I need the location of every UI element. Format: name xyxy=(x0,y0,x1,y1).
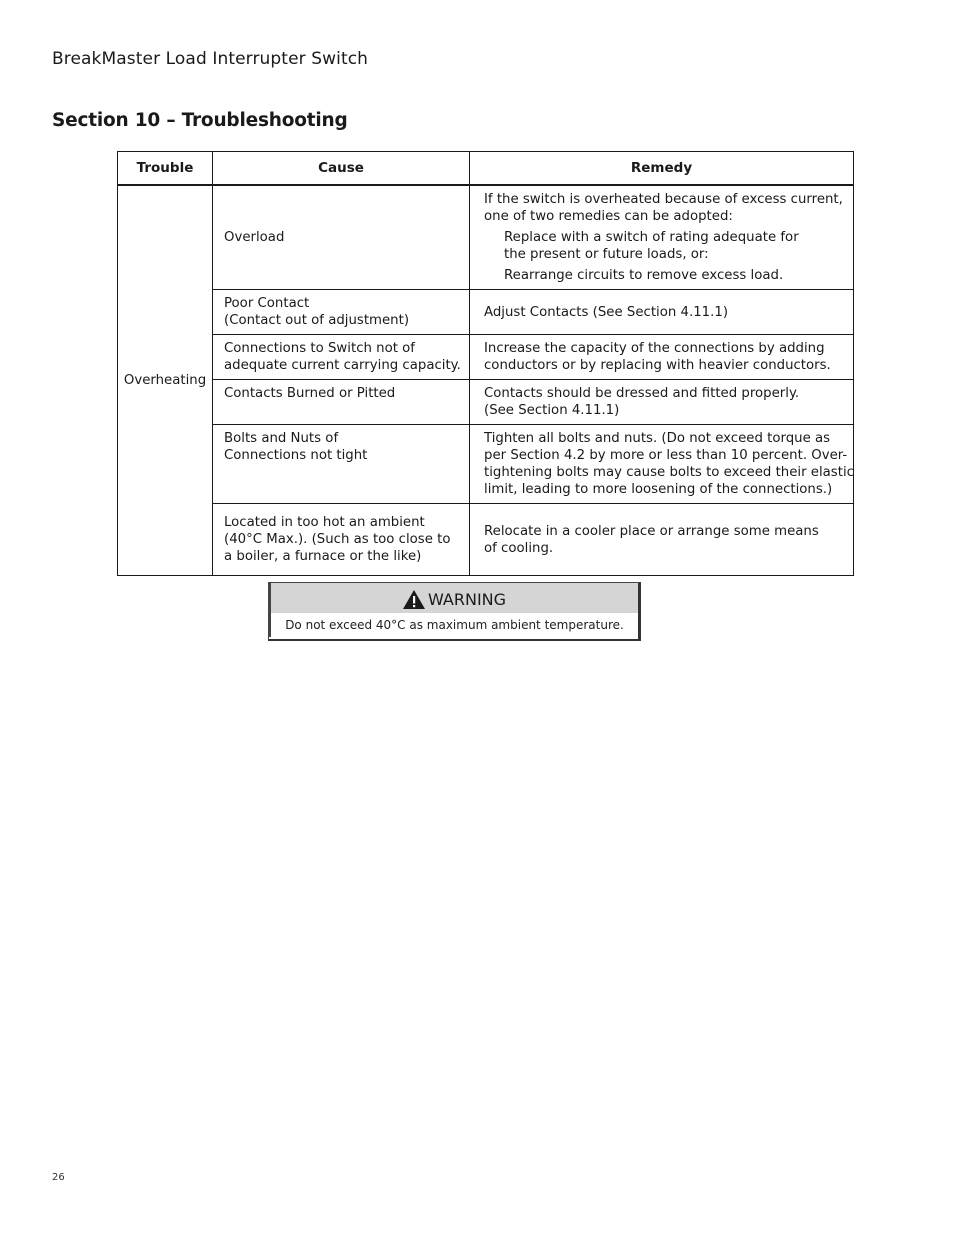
remedy-text: conductors or by replacing with heavier conductors. xyxy=(484,358,831,373)
remedy-text: one of two remedies can be adopted: xyxy=(484,209,733,224)
cause-text: adequate current carrying capacity. xyxy=(224,358,461,373)
warning-box xyxy=(268,582,641,641)
warning-triangle-icon xyxy=(403,590,425,609)
remedy-text: Increase the capacity of the connections by adding xyxy=(484,341,825,356)
cause-cell xyxy=(213,335,470,380)
remedy-cell xyxy=(470,335,854,380)
remedy-cell xyxy=(470,504,854,576)
remedy-cell xyxy=(470,185,854,290)
cause-text: Bolts and Nuts of xyxy=(224,431,339,446)
cause-text: (Contact out of adjustment) xyxy=(224,313,410,328)
table-row xyxy=(118,290,854,335)
table-row xyxy=(118,504,854,576)
remedy-cell xyxy=(470,380,854,425)
cause-text: Located in too hot an ambient xyxy=(224,515,425,530)
cause-text: Contacts Burned or Pitted xyxy=(224,386,396,401)
table-header-row xyxy=(118,152,854,186)
remedy-text: Contacts should be dressed and fitted properly. xyxy=(484,386,800,401)
section-heading: Section 10 – Troubleshooting xyxy=(52,110,348,131)
cause-cell xyxy=(213,290,470,335)
warning-text: Do not exceed 40°C as maximum ambient temperature. xyxy=(269,613,638,637)
remedy-cell xyxy=(470,290,854,335)
column-header-trouble: Trouble xyxy=(118,152,213,186)
remedy-cell xyxy=(470,425,854,504)
warning-label: WARNING xyxy=(427,589,507,609)
remedy-text: per Section 4.2 by more or less than 10 percent. Over- xyxy=(484,448,848,463)
column-header-remedy: Remedy xyxy=(470,152,854,186)
remedy-text: (See Section 4.11.1) xyxy=(484,403,620,418)
remedy-text: Relocate in a cooler place or arrange some means xyxy=(484,523,819,539)
remedy-text: limit, leading to more loosening of the connections.) xyxy=(484,482,833,497)
troubleshooting-table xyxy=(117,151,854,576)
column-header-cause: Cause xyxy=(213,152,470,186)
cause-cell xyxy=(213,380,470,425)
remedy-text: tightening bolts may cause bolts to exceed their elastic xyxy=(484,465,854,480)
table-row xyxy=(118,335,854,380)
table-row xyxy=(118,185,854,290)
warning-header xyxy=(269,583,638,613)
cause-text: (40°C Max.). (Such as too close to xyxy=(224,532,451,547)
cause-cell xyxy=(213,504,470,576)
remedy-text: If the switch is overheated because of excess current, xyxy=(484,192,843,207)
remedy-option: Rearrange circuits to remove excess load. xyxy=(504,268,784,283)
remedy-option: the present or future loads, or: xyxy=(504,247,709,262)
cause-text: Connections not tight xyxy=(224,448,368,463)
remedy-option: Replace with a switch of rating adequate for xyxy=(504,230,799,245)
remedy-text: Adjust Contacts (See Section 4.11.1) xyxy=(484,304,729,320)
cause-cell xyxy=(213,425,470,504)
remedy-text: of cooling. xyxy=(484,540,554,556)
trouble-cell: Overheating xyxy=(118,185,213,576)
cause-text: Poor Contact xyxy=(224,296,310,311)
remedy-text: Tighten all bolts and nuts. (Do not exceed torque as xyxy=(484,431,831,446)
table-row xyxy=(118,425,854,504)
table-row xyxy=(118,380,854,425)
page-number: 26 xyxy=(52,1172,65,1183)
cause-cell xyxy=(213,185,470,290)
cause-text: Overload xyxy=(224,230,285,245)
cause-text: Connections to Switch not of xyxy=(224,341,415,356)
document-title: BreakMaster Load Interrupter Switch xyxy=(52,49,369,69)
cause-text: a boiler, a furnace or the like) xyxy=(224,549,422,564)
